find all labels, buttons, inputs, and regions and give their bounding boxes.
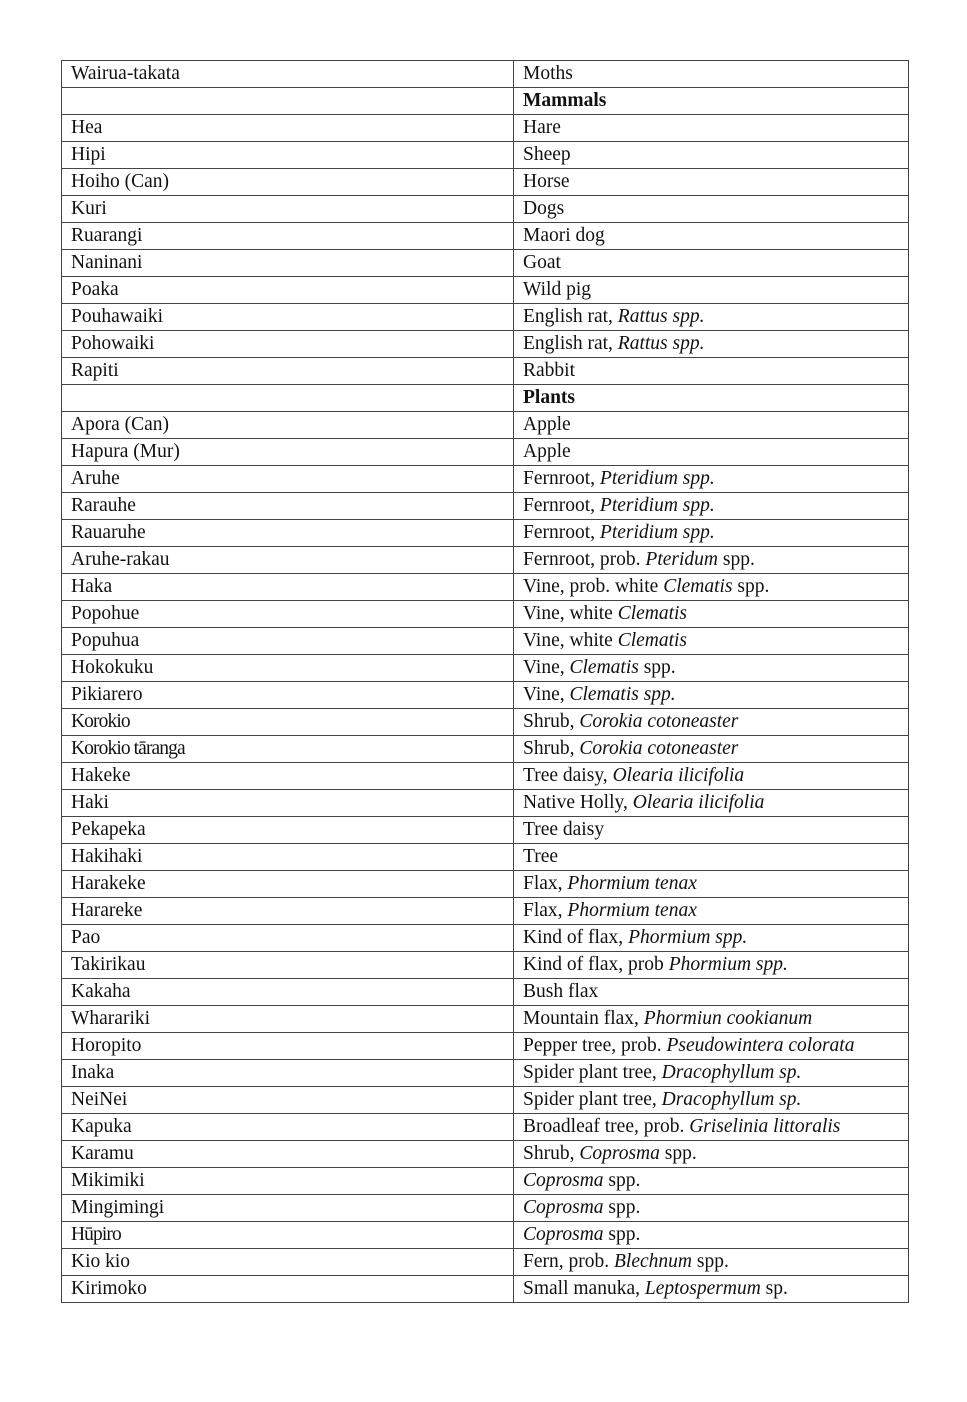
english-name-cell [514,115,909,142]
table-row [62,61,909,88]
table-row [62,439,909,466]
maori-name-cell: Pekapeka [62,817,514,844]
english-name-cell [514,763,909,790]
english-text: Vine, [523,684,570,705]
english-name-cell [514,655,909,682]
english-name-cell [514,223,909,250]
english-text: spp. [691,1251,729,1272]
maori-name-cell: Hapura (Mur) [62,439,514,466]
table-row [62,601,909,628]
english-name-cell [514,1114,909,1141]
glossary-table-body [62,61,909,1303]
english-name-cell [514,520,909,547]
scientific-name: Leptospermum [644,1278,761,1299]
maori-name-cell: Hakeke [62,763,514,790]
english-name-cell [514,1033,909,1060]
english-text: Spider plant tree, [523,1089,662,1110]
table-row [62,709,909,736]
english-text: spp. [638,657,676,678]
english-name-cell [514,790,909,817]
english-text: Fernroot, [523,495,600,516]
english-text: Tree [523,846,559,867]
english-text: Vine, prob. white [523,576,664,597]
english-text: spp. [659,1143,697,1164]
scientific-name: Coprosma [523,1197,604,1218]
english-name-cell [514,196,909,223]
english-text: spp. [717,549,755,570]
maori-name-cell: Korokio [62,709,514,736]
english-text: Broadleaf tree, prob. [523,1116,690,1137]
maori-name-cell: Popohue [62,601,514,628]
english-name-cell [514,601,909,628]
table-row [62,250,909,277]
scientific-name: Rattus spp. [617,306,705,327]
scientific-name: Coprosma [579,1143,660,1164]
english-text: Native Holly, [523,792,633,813]
english-text: Mountain flax, [523,1008,644,1029]
maori-name-cell: Aruhe [62,466,514,493]
english-text: spp. [603,1224,641,1245]
english-text: Vine, white [523,603,618,624]
maori-name-cell: Mingimingi [62,1195,514,1222]
maori-name-cell: Korokio tāranga [62,736,514,763]
english-text: Maori dog [523,225,605,246]
table-row [62,655,909,682]
scientific-name: Pteridum [645,549,718,570]
english-name-cell [514,1060,909,1087]
scientific-name: Coprosma [523,1224,604,1245]
english-name-cell [514,844,909,871]
english-text: Hare [523,117,561,138]
english-text: Plants [523,387,576,408]
table-row [62,952,909,979]
english-text: Moths [523,63,573,84]
english-name-cell [514,979,909,1006]
table-row [62,1168,909,1195]
english-name-cell [514,277,909,304]
table-row [62,223,909,250]
english-text: Tree daisy, [523,765,613,786]
maori-name-cell: Pao [62,925,514,952]
scientific-name: Corokia cotoneaster [579,711,739,732]
table-row [62,547,909,574]
section-heading-row [62,88,909,115]
english-text: Pepper tree, prob. [523,1035,667,1056]
english-text: Fernroot, [523,468,600,489]
english-text: Shrub, [523,711,580,732]
table-row [62,358,909,385]
maori-name-cell: Rarauhe [62,493,514,520]
english-name-cell [514,1222,909,1249]
table-row [62,277,909,304]
english-name-cell [514,466,909,493]
scientific-name: Rattus spp. [617,333,705,354]
scientific-name: Dracophyllum sp. [661,1062,802,1083]
table-row [62,844,909,871]
maori-name-cell: Hakihaki [62,844,514,871]
maori-name-cell: Takirikau [62,952,514,979]
maori-name-cell: Haka [62,574,514,601]
table-row [62,493,909,520]
maori-name-cell: Wairua-takata [62,61,514,88]
english-text: English rat, [523,333,618,354]
maori-name-cell: Harareke [62,898,514,925]
table-row [62,925,909,952]
english-text: Horse [523,171,570,192]
maori-name-cell: Pikiarero [62,682,514,709]
table-row [62,115,909,142]
english-text: Kind of flax, prob [523,954,669,975]
english-name-cell [514,358,909,385]
maori-name-cell: Ruarangi [62,223,514,250]
scientific-name: Clematis spp. [569,684,676,705]
maori-name-cell: Hipi [62,142,514,169]
english-name-cell [514,250,909,277]
english-text: sp. [760,1278,788,1299]
english-name-cell [514,412,909,439]
english-name-cell [514,709,909,736]
english-text: Flax, [523,873,568,894]
table-row [62,196,909,223]
english-text: Apple [523,441,571,462]
maori-name-cell: Kakaha [62,979,514,1006]
english-text: Vine, [523,657,570,678]
table-row [62,1249,909,1276]
maori-name-cell: Mikimiki [62,1168,514,1195]
scientific-name: Phormium spp. [668,954,788,975]
section-heading-row [62,385,909,412]
english-name-cell [514,304,909,331]
maori-name-cell: Popuhua [62,628,514,655]
english-name-cell [514,898,909,925]
table-row [62,1276,909,1303]
table-row [62,1222,909,1249]
table-row [62,763,909,790]
scientific-name: Phormium tenax [567,900,697,921]
scientific-name: Dracophyllum sp. [661,1089,802,1110]
scientific-name: Blechnum [614,1251,692,1272]
maori-name-cell [62,385,514,412]
scientific-name: Clematis [569,657,639,678]
table-row [62,979,909,1006]
table-row [62,1195,909,1222]
english-name-cell [514,1249,909,1276]
table-row [62,466,909,493]
maori-name-cell: Naninani [62,250,514,277]
table-row [62,682,909,709]
table-row [62,142,909,169]
english-text: spp. [603,1170,641,1191]
maori-name-cell: Kuri [62,196,514,223]
maori-name-cell: Hokokuku [62,655,514,682]
maori-name-cell: Kio kio [62,1249,514,1276]
english-text: Wild pig [523,279,592,300]
english-name-cell [514,331,909,358]
scientific-name: Pteridium spp. [599,495,715,516]
english-name-cell [514,574,909,601]
scientific-name: Clematis [617,603,688,624]
english-name-cell [514,547,909,574]
table-row [62,790,909,817]
english-name-cell [514,1087,909,1114]
english-text: Vine, white [523,630,618,651]
english-name-cell [514,1141,909,1168]
english-text: Small manuka, [523,1278,645,1299]
english-text: Shrub, [523,738,580,759]
english-text: Fernroot, prob. [523,549,646,570]
scientific-name: Phormiun cookianum [643,1008,813,1029]
scientific-name: Olearia ilicifolia [612,765,745,786]
table-row [62,574,909,601]
table-row [62,1114,909,1141]
table-row [62,520,909,547]
english-name-cell [514,1006,909,1033]
english-name-cell [514,493,909,520]
scientific-name: Olearia ilicifolia [632,792,765,813]
scientific-name: Griselinia littoralis [689,1116,841,1137]
english-text: Flax, [523,900,568,921]
english-name-cell [514,925,909,952]
maori-name-cell: Inaka [62,1060,514,1087]
maori-name-cell: Aruhe-rakau [62,547,514,574]
english-name-cell [514,817,909,844]
table-row [62,871,909,898]
english-text: spp. [732,576,770,597]
table-row [62,736,909,763]
english-text: Fernroot, [523,522,600,543]
maori-name-cell: Rauaruhe [62,520,514,547]
maori-name-cell: Kirimoko [62,1276,514,1303]
maori-name-cell: Wharariki [62,1006,514,1033]
table-row [62,169,909,196]
english-text: English rat, [523,306,618,327]
english-name-cell [514,952,909,979]
glossary-table [61,60,909,1303]
english-name-cell [514,1195,909,1222]
english-text: Bush flax [523,981,599,1002]
english-text: Rabbit [523,360,575,381]
english-text: Mammals [523,90,607,111]
table-row [62,1141,909,1168]
maori-name-cell [62,88,514,115]
table-row [62,898,909,925]
english-name-cell [514,628,909,655]
english-name-cell [514,1168,909,1195]
english-text: Spider plant tree, [523,1062,662,1083]
maori-name-cell: Poaka [62,277,514,304]
scientific-name: Pteridium spp. [599,468,715,489]
scientific-name: Coprosma [523,1170,604,1191]
table-row [62,304,909,331]
maori-name-cell: Apora (Can) [62,412,514,439]
maori-name-cell: Harakeke [62,871,514,898]
maori-name-cell: Pohowaiki [62,331,514,358]
table-row [62,1060,909,1087]
english-text: Dogs [523,198,565,219]
scientific-name: Phormium spp. [628,927,748,948]
scientific-name: Corokia cotoneaster [579,738,739,759]
english-text: Apple [523,414,571,435]
maori-name-cell: Hoiho (Can) [62,169,514,196]
section-heading-cell [514,385,909,412]
english-text: Shrub, [523,1143,580,1164]
english-name-cell [514,1276,909,1303]
table-row [62,412,909,439]
english-name-cell [514,439,909,466]
scientific-name: Clematis [617,630,688,651]
english-text: Goat [523,252,561,273]
scientific-name: Pseudowintera colorata [666,1035,855,1056]
maori-name-cell: Hūpiro [62,1222,514,1249]
section-heading-cell [514,88,909,115]
table-row [62,331,909,358]
english-name-cell [514,871,909,898]
english-name-cell [514,736,909,763]
table-row [62,817,909,844]
maori-name-cell: Pouhawaiki [62,304,514,331]
maori-name-cell: Horopito [62,1033,514,1060]
english-name-cell [514,61,909,88]
table-row [62,1006,909,1033]
english-text: Sheep [523,144,571,165]
english-text: Kind of flax, [523,927,629,948]
maori-name-cell: Karamu [62,1141,514,1168]
maori-name-cell: Hea [62,115,514,142]
table-row [62,1033,909,1060]
english-text: Tree daisy [523,819,605,840]
maori-name-cell: Haki [62,790,514,817]
maori-name-cell: Kapuka [62,1114,514,1141]
table-row [62,1087,909,1114]
table-row [62,628,909,655]
scientific-name: Pteridium spp. [599,522,715,543]
scientific-name: Clematis [663,576,733,597]
english-name-cell [514,682,909,709]
english-text: Fern, prob. [523,1251,614,1272]
english-name-cell [514,169,909,196]
english-text: spp. [603,1197,641,1218]
maori-name-cell: Rapiti [62,358,514,385]
maori-name-cell: NeiNei [62,1087,514,1114]
scientific-name: Phormium tenax [567,873,697,894]
english-name-cell [514,142,909,169]
